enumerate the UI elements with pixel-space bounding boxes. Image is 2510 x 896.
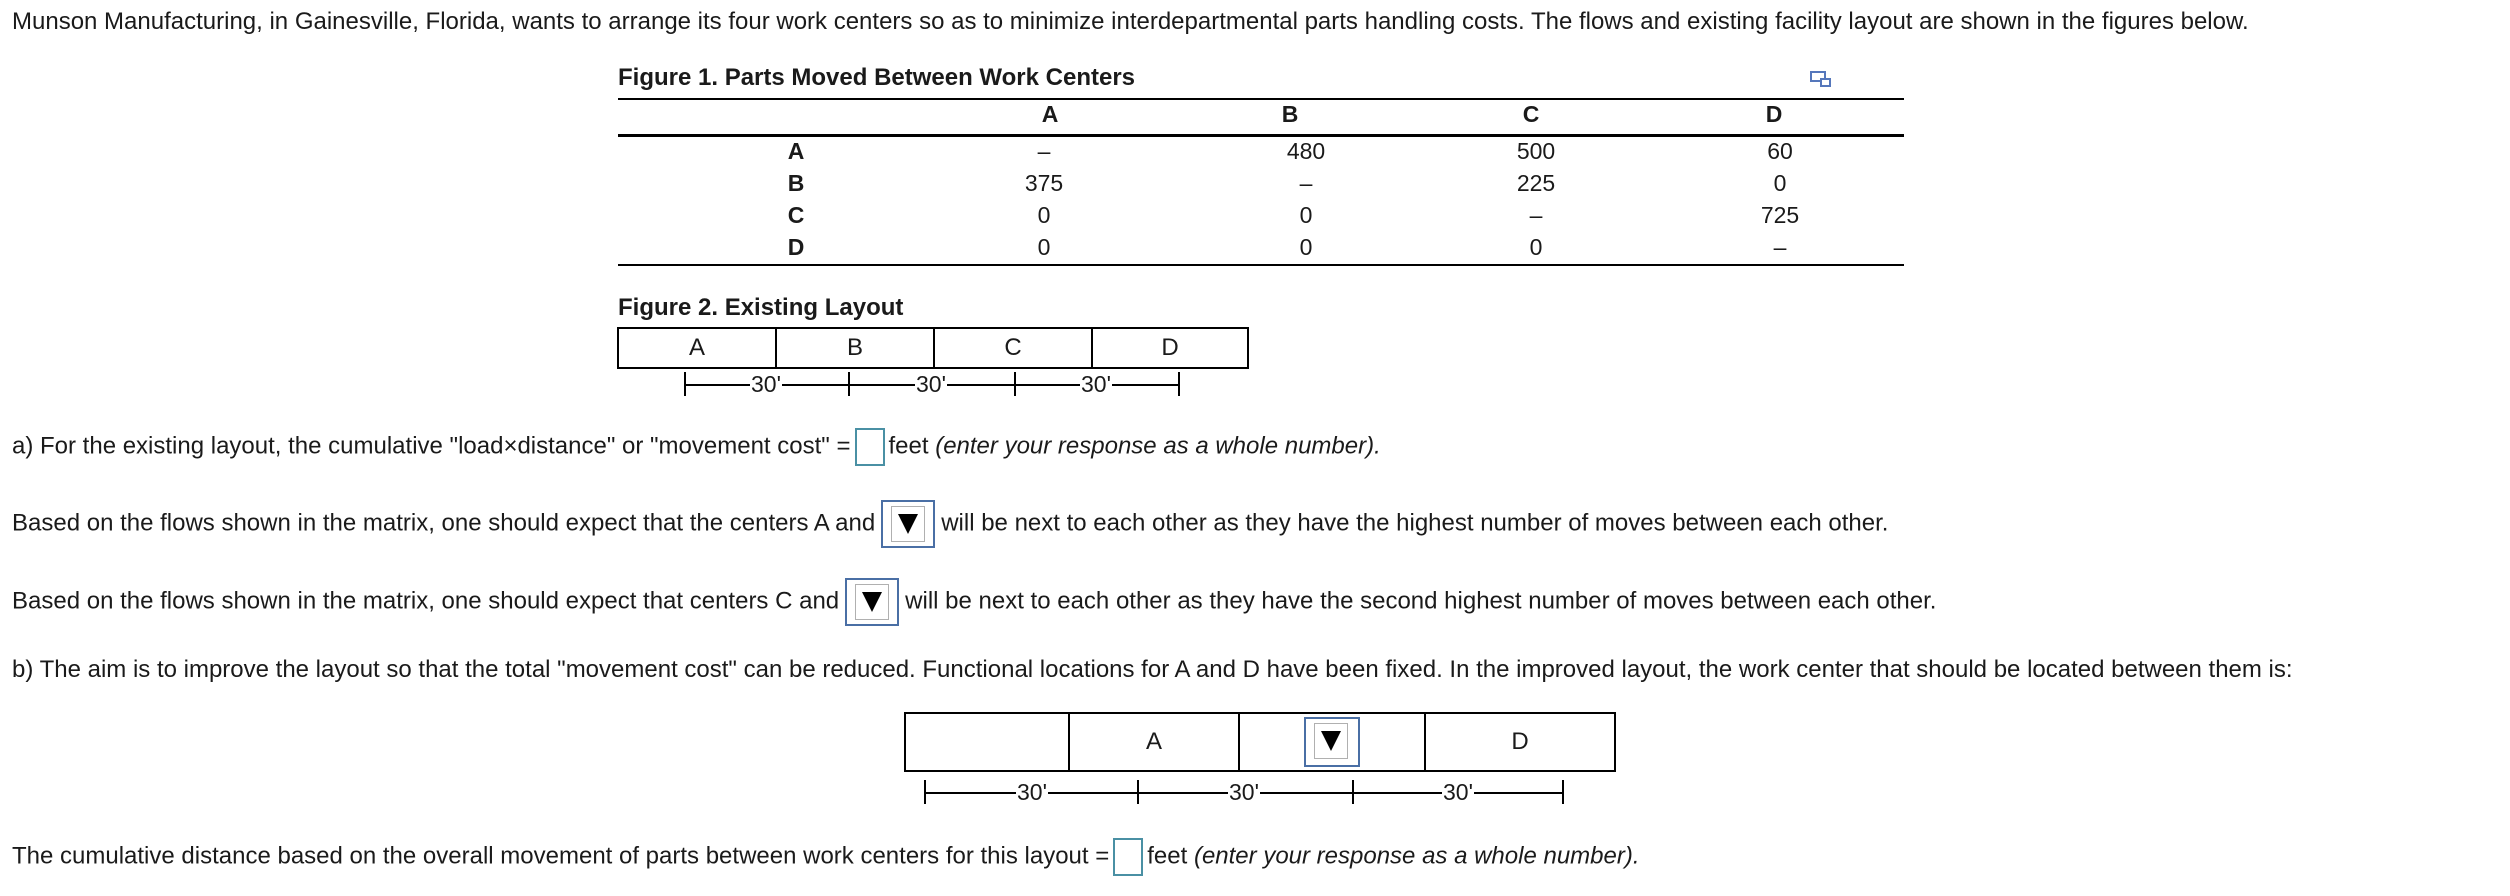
layout-slot: C — [935, 329, 1093, 367]
movement-cost-input[interactable] — [855, 428, 885, 466]
middle-center-dropdown[interactable] — [1304, 717, 1360, 767]
matrix-cell: – — [1529, 202, 1543, 228]
question-a — [12, 428, 1381, 466]
matrix-row-label: A — [787, 138, 805, 164]
existing-layout-dimensions — [684, 372, 1180, 396]
cumulative-distance-input[interactable] — [1113, 838, 1143, 876]
matrix-row-label: D — [787, 234, 805, 260]
matrix-bottom-rule — [618, 264, 1904, 266]
dimension-label: 30' — [1443, 779, 1473, 805]
matrix-cell: 480 — [1286, 138, 1326, 164]
layout-slot — [906, 714, 1070, 770]
question-b: b) The aim is to improve the layout so that the total "movement cost" can be reduced. Functional locations for A and D have been fixed. In the improved layout, the work center that should be located between them is: — [12, 656, 2293, 683]
whole-number-hint: (enter your response as a whole number). — [935, 432, 1381, 460]
matrix-col-header: D — [1765, 101, 1783, 127]
dimension-label: 30' — [1229, 779, 1259, 805]
matrix-cell: 0 — [1299, 234, 1313, 260]
matrix-col-header: B — [1281, 101, 1299, 127]
matrix-cell: – — [1773, 234, 1787, 260]
matrix-col-header: A — [1041, 101, 1059, 127]
matrix-cell: 0 — [1299, 202, 1313, 228]
question-a-text: a) For the existing layout, the cumulative "load×distance" or "movement cost" = — [12, 432, 851, 460]
question-final-text: The cumulative distance based on the overall movement of parts between work centers for this layout = — [12, 842, 1110, 870]
copy-table-icon[interactable] — [1810, 70, 1832, 88]
question-next2 — [12, 578, 1936, 626]
dropdown-arrow-icon — [1321, 731, 1341, 751]
dimension-label: 30' — [916, 371, 946, 397]
layout-slot: A — [1070, 714, 1240, 770]
feet-unit: feet — [888, 432, 929, 460]
question-next1 — [12, 500, 1888, 548]
matrix-cell: – — [1299, 170, 1313, 196]
center-c-neighbor-dropdown[interactable] — [845, 578, 899, 626]
matrix-cell: 0 — [1037, 202, 1051, 228]
dimension-label: 30' — [1081, 371, 1111, 397]
matrix-row-label: C — [787, 202, 805, 228]
figure1-title: Figure 1. Parts Moved Between Work Centers — [618, 64, 1136, 91]
matrix-cell: 375 — [1024, 170, 1064, 196]
question-next2-text: Based on the flows shown in the matrix, one should expect that centers C and — [12, 587, 840, 615]
whole-number-hint: (enter your response as a whole number). — [1193, 842, 1640, 870]
question-next1-suffix: will be next to each other as they have the highest number of moves between each other. — [941, 509, 1889, 537]
matrix-col-header: C — [1522, 101, 1540, 127]
matrix-cell: 500 — [1516, 138, 1556, 164]
matrix-cell: 725 — [1760, 202, 1800, 228]
existing-layout — [617, 327, 1249, 369]
layout-slot: D — [1511, 728, 1529, 755]
improved-layout — [904, 712, 1616, 772]
layout-slot: D — [1161, 334, 1179, 361]
matrix-cell: 225 — [1516, 170, 1556, 196]
layout-slot: A — [619, 329, 777, 367]
problem-intro: Munson Manufacturing, in Gainesville, Florida, wants to arrange its four work centers so as to minimize interdepartmental parts handling costs. The flows and existing facility layout are shown in the figures below. — [12, 8, 2249, 35]
matrix-top-rule — [618, 98, 1904, 100]
matrix-header-rule — [618, 134, 1904, 137]
layout-slot: B — [777, 329, 935, 367]
matrix-cell: 0 — [1037, 234, 1051, 260]
matrix-cell: – — [1037, 138, 1051, 164]
matrix-cell: 60 — [1767, 138, 1793, 164]
dropdown-arrow-icon — [862, 592, 882, 612]
question-next1-text: Based on the flows shown in the matrix, one should expect that the centers A and — [12, 509, 876, 537]
dimension-label: 30' — [1017, 779, 1047, 805]
matrix-row-label: B — [787, 170, 805, 196]
center-a-neighbor-dropdown[interactable] — [881, 500, 935, 548]
dimension-label: 30' — [751, 371, 781, 397]
question-final — [12, 838, 1640, 876]
improved-layout-dimensions — [924, 780, 1564, 804]
matrix-cell: 0 — [1529, 234, 1543, 260]
question-next2-suffix: will be next to each other as they have the second highest number of moves between each other. — [905, 587, 1937, 615]
matrix-cell: 0 — [1773, 170, 1787, 196]
figure2-title: Figure 2. Existing Layout — [618, 294, 904, 321]
layout-slot-middle — [1240, 714, 1426, 770]
feet-unit: feet — [1147, 842, 1188, 870]
dropdown-arrow-icon — [898, 514, 918, 534]
